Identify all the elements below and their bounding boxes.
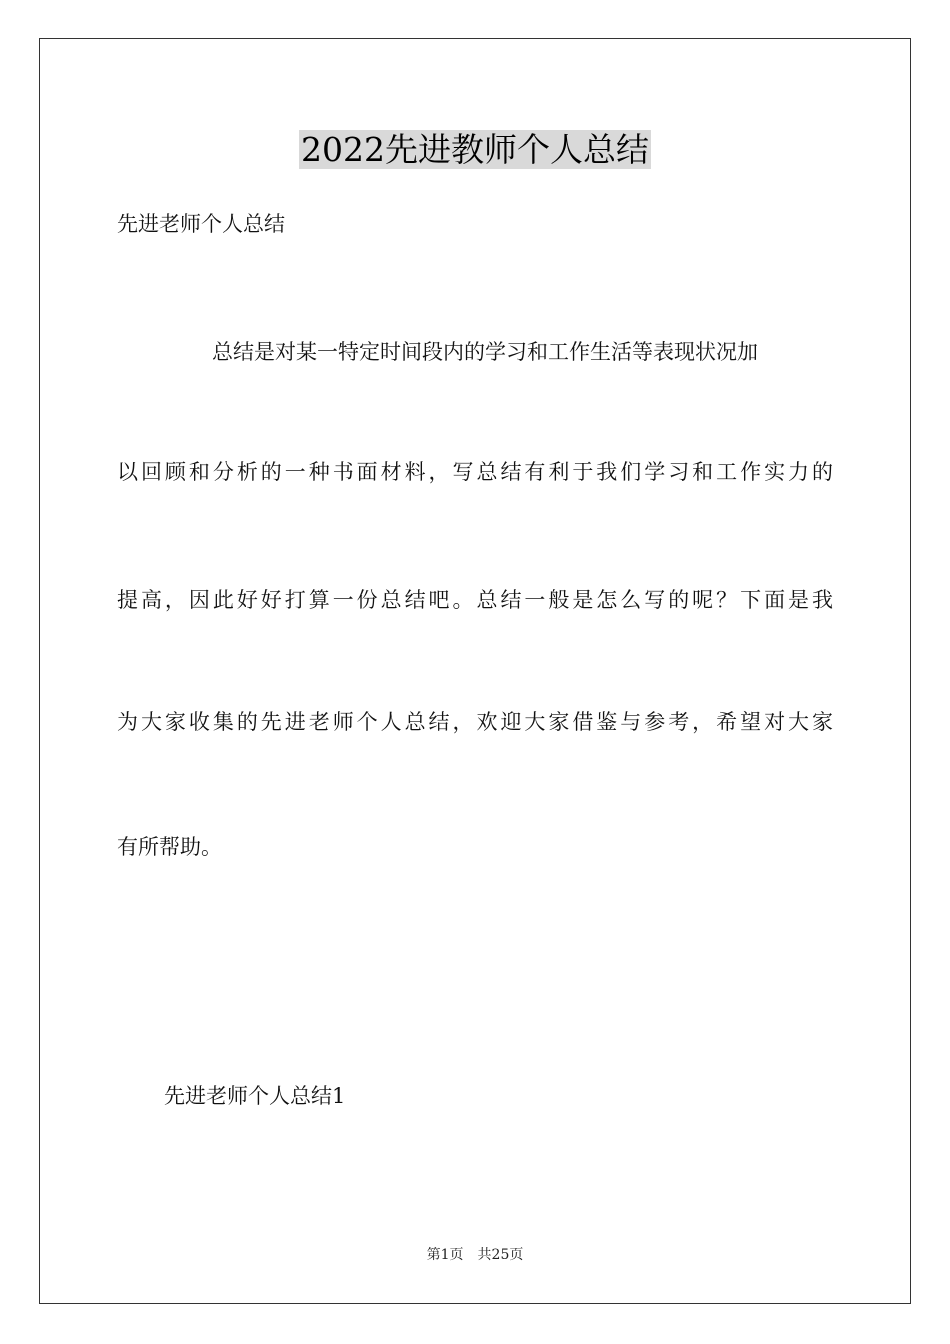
document-subtitle: 先进老师个人总结 (117, 212, 285, 236)
intro-line-4: 为大家收集的先进老师个人总结，欢迎大家借鉴与参考，希望对大家 (117, 710, 833, 734)
intro-line-5: 有所帮助。 (117, 835, 222, 859)
page-total: 共25页 (477, 1247, 524, 1263)
section-heading: 先进老师个人总结1 (164, 1084, 346, 1108)
intro-line-2: 以回顾和分析的一种书面材料，写总结有利于我们学习和工作实力的 (117, 460, 833, 484)
page-number: 第1页 (426, 1247, 464, 1263)
page-footer (0, 1245, 950, 1265)
document-title-text: 2022先进教师个人总结 (301, 130, 649, 169)
intro-line-3: 提高，因此好好打算一份总结吧。总结一般是怎么写的呢？下面是我 (117, 588, 833, 612)
intro-line-1: 总结是对某一特定时间段内的学习和工作生活等表现状况加 (212, 340, 758, 364)
document-title (0, 128, 950, 172)
